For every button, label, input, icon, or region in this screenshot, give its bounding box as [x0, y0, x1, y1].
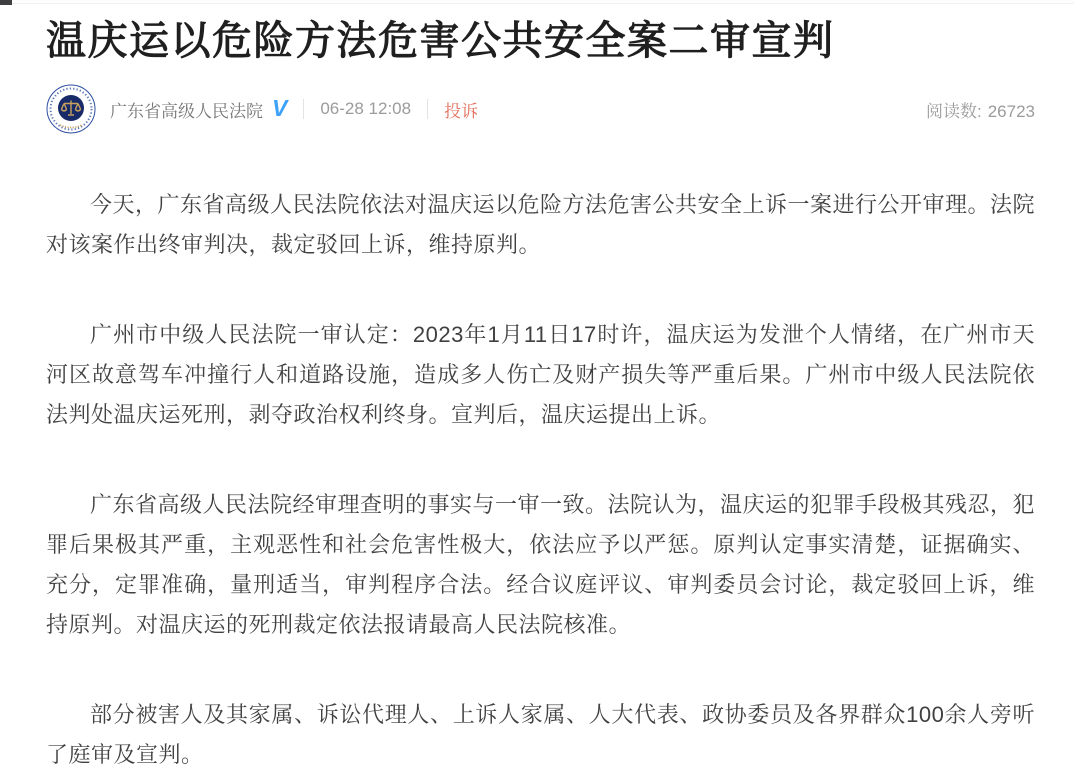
author-bar [46, 83, 1035, 135]
author-name-link[interactable]: 广东省高级人民法院 [110, 101, 263, 121]
divider [303, 99, 304, 119]
article-paragraph: 今天，广东省高级人民法院依法对温庆运以危险方法危害公共安全上诉一案进行公开审理。法院对该案作出终审判决，裁定驳回上诉，维持原判。 [46, 192, 1036, 257]
article-paragraph: 部分被害人及其家属、诉讼代理人、上诉人家属、人大代表、政协委员及各界群众100余人旁听了庭审及宣判。 [46, 702, 1035, 767]
court-emblem-avatar[interactable] [46, 84, 96, 134]
read-count-value: 26723 [987, 101, 1035, 121]
article-paragraph: 广东省高级人民法院经审理查明的事实与一审一致。法院认为，温庆运的犯罪手段极其残忍，犯罪后果极其严重，主观恶性和社会危害性极大，依法应予以严惩。原判认定事实清楚，证据确实、充分，定罪准确，量刑适当，审判程序合法。经合议庭评议、审判委员会讨论，裁定驳回上诉，维持原判。对温庆运的死刑裁定依法报请最高人民法院核准。 [46, 492, 1036, 637]
top-left-notch [0, 0, 12, 5]
read-count [926, 97, 1035, 122]
read-count-label: 阅读数: [925, 101, 982, 121]
publish-time: 06-28 12:08 [320, 99, 412, 118]
article-page [0, 16, 1074, 775]
report-complaint-link[interactable]: 投诉 [444, 101, 479, 121]
top-edge-strip [0, 0, 1074, 4]
divider [427, 99, 428, 119]
verified-v-icon: V [272, 94, 288, 121]
article-body [46, 185, 1035, 775]
page-title: 温庆运以危险方法危害公共安全案二审宣判 [46, 19, 835, 63]
article-paragraph: 广州市中级人民法院一审认定：2023年1月11日17时许，温庆运为发泄个人情绪，在广州市天河区故意驾车冲撞行人和道路设施，造成多人伤亡及财产损失等严重后果。广州市中级人民法院依法判处温庆运死刑，剥夺政治权利终身。宣判后，温庆运提出上诉。 [46, 322, 1035, 427]
